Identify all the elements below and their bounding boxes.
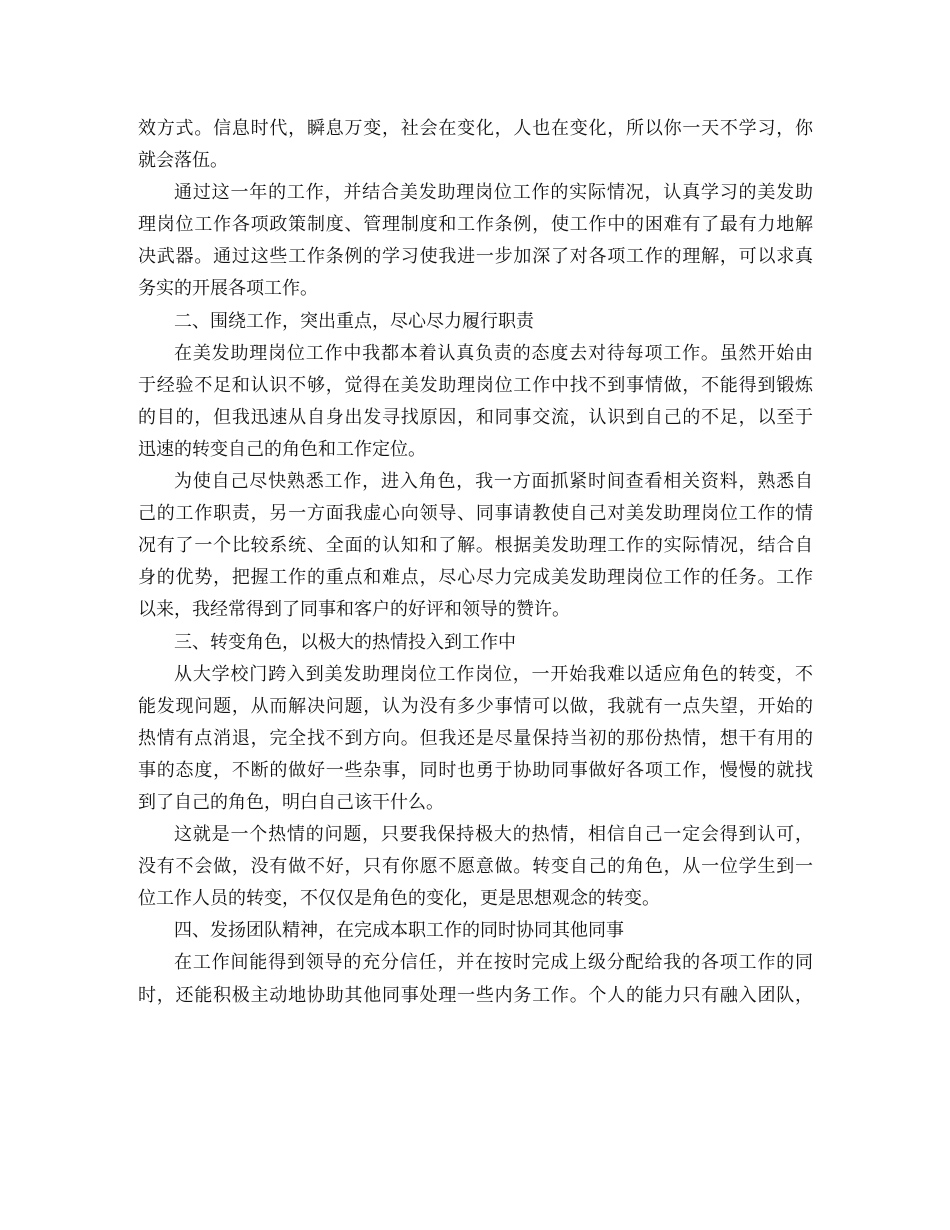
text-line: 时，还能积极主动地协助其他同事处理一些内务工作。个人的能力只有融入团队，: [138, 984, 813, 1006]
text-line: 身的优势，把握工作的重点和难点，尽心尽力完成美发助理岗位工作的任务。工作: [138, 567, 813, 589]
text-line: 在工作间能得到领导的充分信任，并在按时完成上级分配给我的各项工作的同: [174, 952, 813, 974]
text-line: 位工作人员的转变，不仅仅是角色的变化，更是思想观念的转变。: [138, 888, 660, 910]
text-line: 事的态度，不断的做好一些杂事，同时也勇于协助同事做好各项工作，慢慢的就找: [138, 759, 813, 781]
text-line: 就会落伍。: [138, 150, 228, 172]
text-line: 于经验不足和认识不够，觉得在美发助理岗位工作中找不到事情做，不能得到锻炼: [138, 374, 813, 396]
text-line: 二、围绕工作，突出重点，尽心尽力履行职责: [174, 310, 534, 332]
text-line: 在美发助理岗位工作中我都本着认真负责的态度去对待每项工作。虽然开始由: [174, 342, 813, 364]
text-line: 三、转变角色，以极大的热情投入到工作中: [174, 631, 516, 653]
text-line: 这就是一个热情的问题，只要我保持极大的热情，相信自己一定会得到认可，: [174, 824, 813, 846]
text-line: 热情有点消退，完全找不到方向。但我还是尽量保持当初的那份热情，想干有用的: [138, 727, 813, 749]
text-line: 务实的开展各项工作。: [138, 278, 318, 300]
text-line: 没有不会做，没有做不好，只有你愿不愿意做。转变自己的角色，从一位学生到一: [138, 856, 813, 878]
text-line: 理岗位工作各项政策制度、管理制度和工作条例，使工作中的困难有了最有力地解: [138, 214, 813, 236]
text-line: 从大学校门跨入到美发助理岗位工作岗位，一开始我难以适应角色的转变，不: [174, 663, 813, 685]
text-line: 以来，我经常得到了同事和客户的好评和领导的赞许。: [138, 599, 570, 621]
text-line: 能发现问题，从而解决问题，认为没有多少事情可以做，我就有一点失望，开始的: [138, 695, 813, 717]
text-line: 况有了一个比较系统、全面的认知和了解。根据美发助理工作的实际情况，结合自: [138, 535, 813, 557]
text-line: 的目的，但我迅速从自身出发寻找原因，和同事交流，认识到自己的不足，以至于: [138, 406, 813, 428]
text-line: 为使自己尽快熟悉工作，进入角色，我一方面抓紧时间查看相关资料，熟悉自: [174, 471, 813, 493]
text-line: 通过这一年的工作，并结合美发助理岗位工作的实际情况，认真学习的美发助: [174, 182, 813, 204]
text-line: 效方式。信息时代，瞬息万变，社会在变化，人也在变化，所以你一天不学习，你: [138, 118, 813, 139]
text-line: 四、发扬团队精神，在完成本职工作的同时协同其他同事: [174, 920, 624, 942]
text-line: 决武器。通过这些工作条例的学习使我进一步加深了对各项工作的理解，可以求真: [138, 246, 813, 268]
text-line: 到了自己的角色，明白自己该干什么。: [138, 791, 444, 813]
document-body: [138, 113, 813, 1012]
text-line: 迅速的转变自己的角色和工作定位。: [138, 438, 426, 460]
text-line: 己的工作职责，另一方面我虚心向领导、同事请教使自己对美发助理岗位工作的情: [138, 503, 813, 525]
